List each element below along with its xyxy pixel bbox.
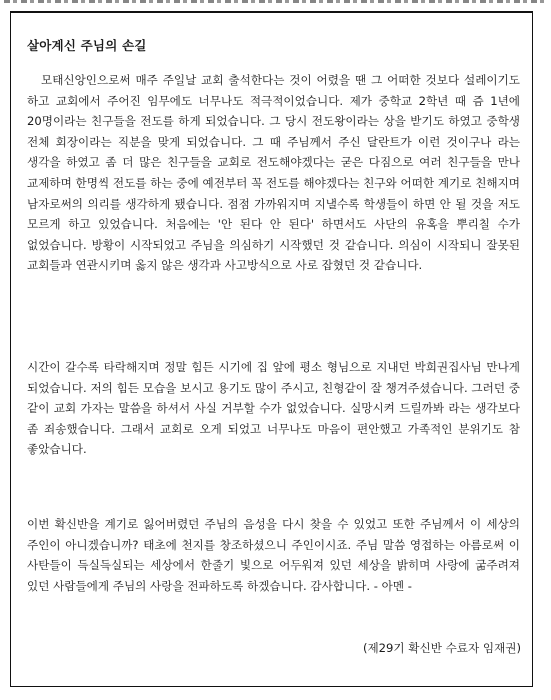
cropped-header-text — [4, 0, 547, 3]
paragraph-3: 이번 확신반을 계기로 잃어버렸던 주님의 음성을 다시 찾을 수 있었고 또한 주님께서 이 세상의 주인이 아니겠습니까? 태초에 천지를 창조하셨으니 주인이시죠. 주님 말씀 영접하는 아름로써 이 사탄들이 득실득실되는 세상에서 한줄기 빛으로 어두워져 있던 세상을 밝히며 사랑에 굶주려져 있던 사람들에게 주님의 사랑을 전파하도록 하겠습니다. 감사합니다. - 아멘 - — [27, 517, 520, 593]
paragraph-2: 시간이 갈수록 타락해지며 정말 힘든 시기에 집 앞에 평소 형님으로 지내던 박희권집사님 만나게 되었습니다. 저의 힘든 모습을 보시고 용기도 많이 주시고, 친형같이 잘 챙겨주셨습니다. 그러던 중 같이 교회 가자는 말씀을 하셔서 사실 거부할 수가 없었습니다. 실망시켜 드릴까봐 라는 생각보다 좀 죄송했습니다. 그래서 교회로 오게 되었고 너무나도 마음이 편안했고 가족적인 분위기도 참 좋았습니다. — [27, 360, 520, 457]
document-title: 살아계신 주님의 손길 — [27, 38, 147, 53]
paragraph-1: 모태신앙인으로써 매주 주일날 교회 출석한다는 것이 어렸을 땐 그 어떠한 것보다 설레이기도 하고 교회에서 주어진 임무에도 너무나도 적극적이었습니다. 제가 중학교 2학년 때 즘 1년에 20명이라는 친구들을 전도를 하게 되었습니다. 그 당시 전도왕이라는 상을 받기도 하였고 중학생 전체 회장이라는 직분을 맞게 되었습니다. 그 때 주님께서 주신 달란트가 이런 것이구나 라는 생각을 하였고 좀 더 많은 친구들을 교회로 전도해야겠다는 굳은 다짐으로 여러 친구들을 만나 교제하며 한명씩 전도를 하는 중에 예전부터 꼭 전도를 해야겠다는 친구와 어떠한 계기로 친해지며 남자로써의 의리를 생각하게 됐습니다. 점점 가까워지며 지낼수록 학생들이 하면 안 될 것을 저도 모르게 하고 있었습니다. 처음에는 '안 된다 안 된다' 하면서도 사단의 유혹을 뿌리칠 수가 없었습니다. 방황이 시작되었고 주님을 의심하기 시작했던 것 같습니다. 의심이 시작되니 잘못된 교회들과 연관시키며 옳지 않은 생각과 사고방식으로 사로 잡혔던 것 같습니다. — [27, 73, 520, 273]
author-signature: (제29기 확신반 수료자 임재권) — [362, 641, 521, 655]
cropped-header-strip — [0, 0, 551, 10]
